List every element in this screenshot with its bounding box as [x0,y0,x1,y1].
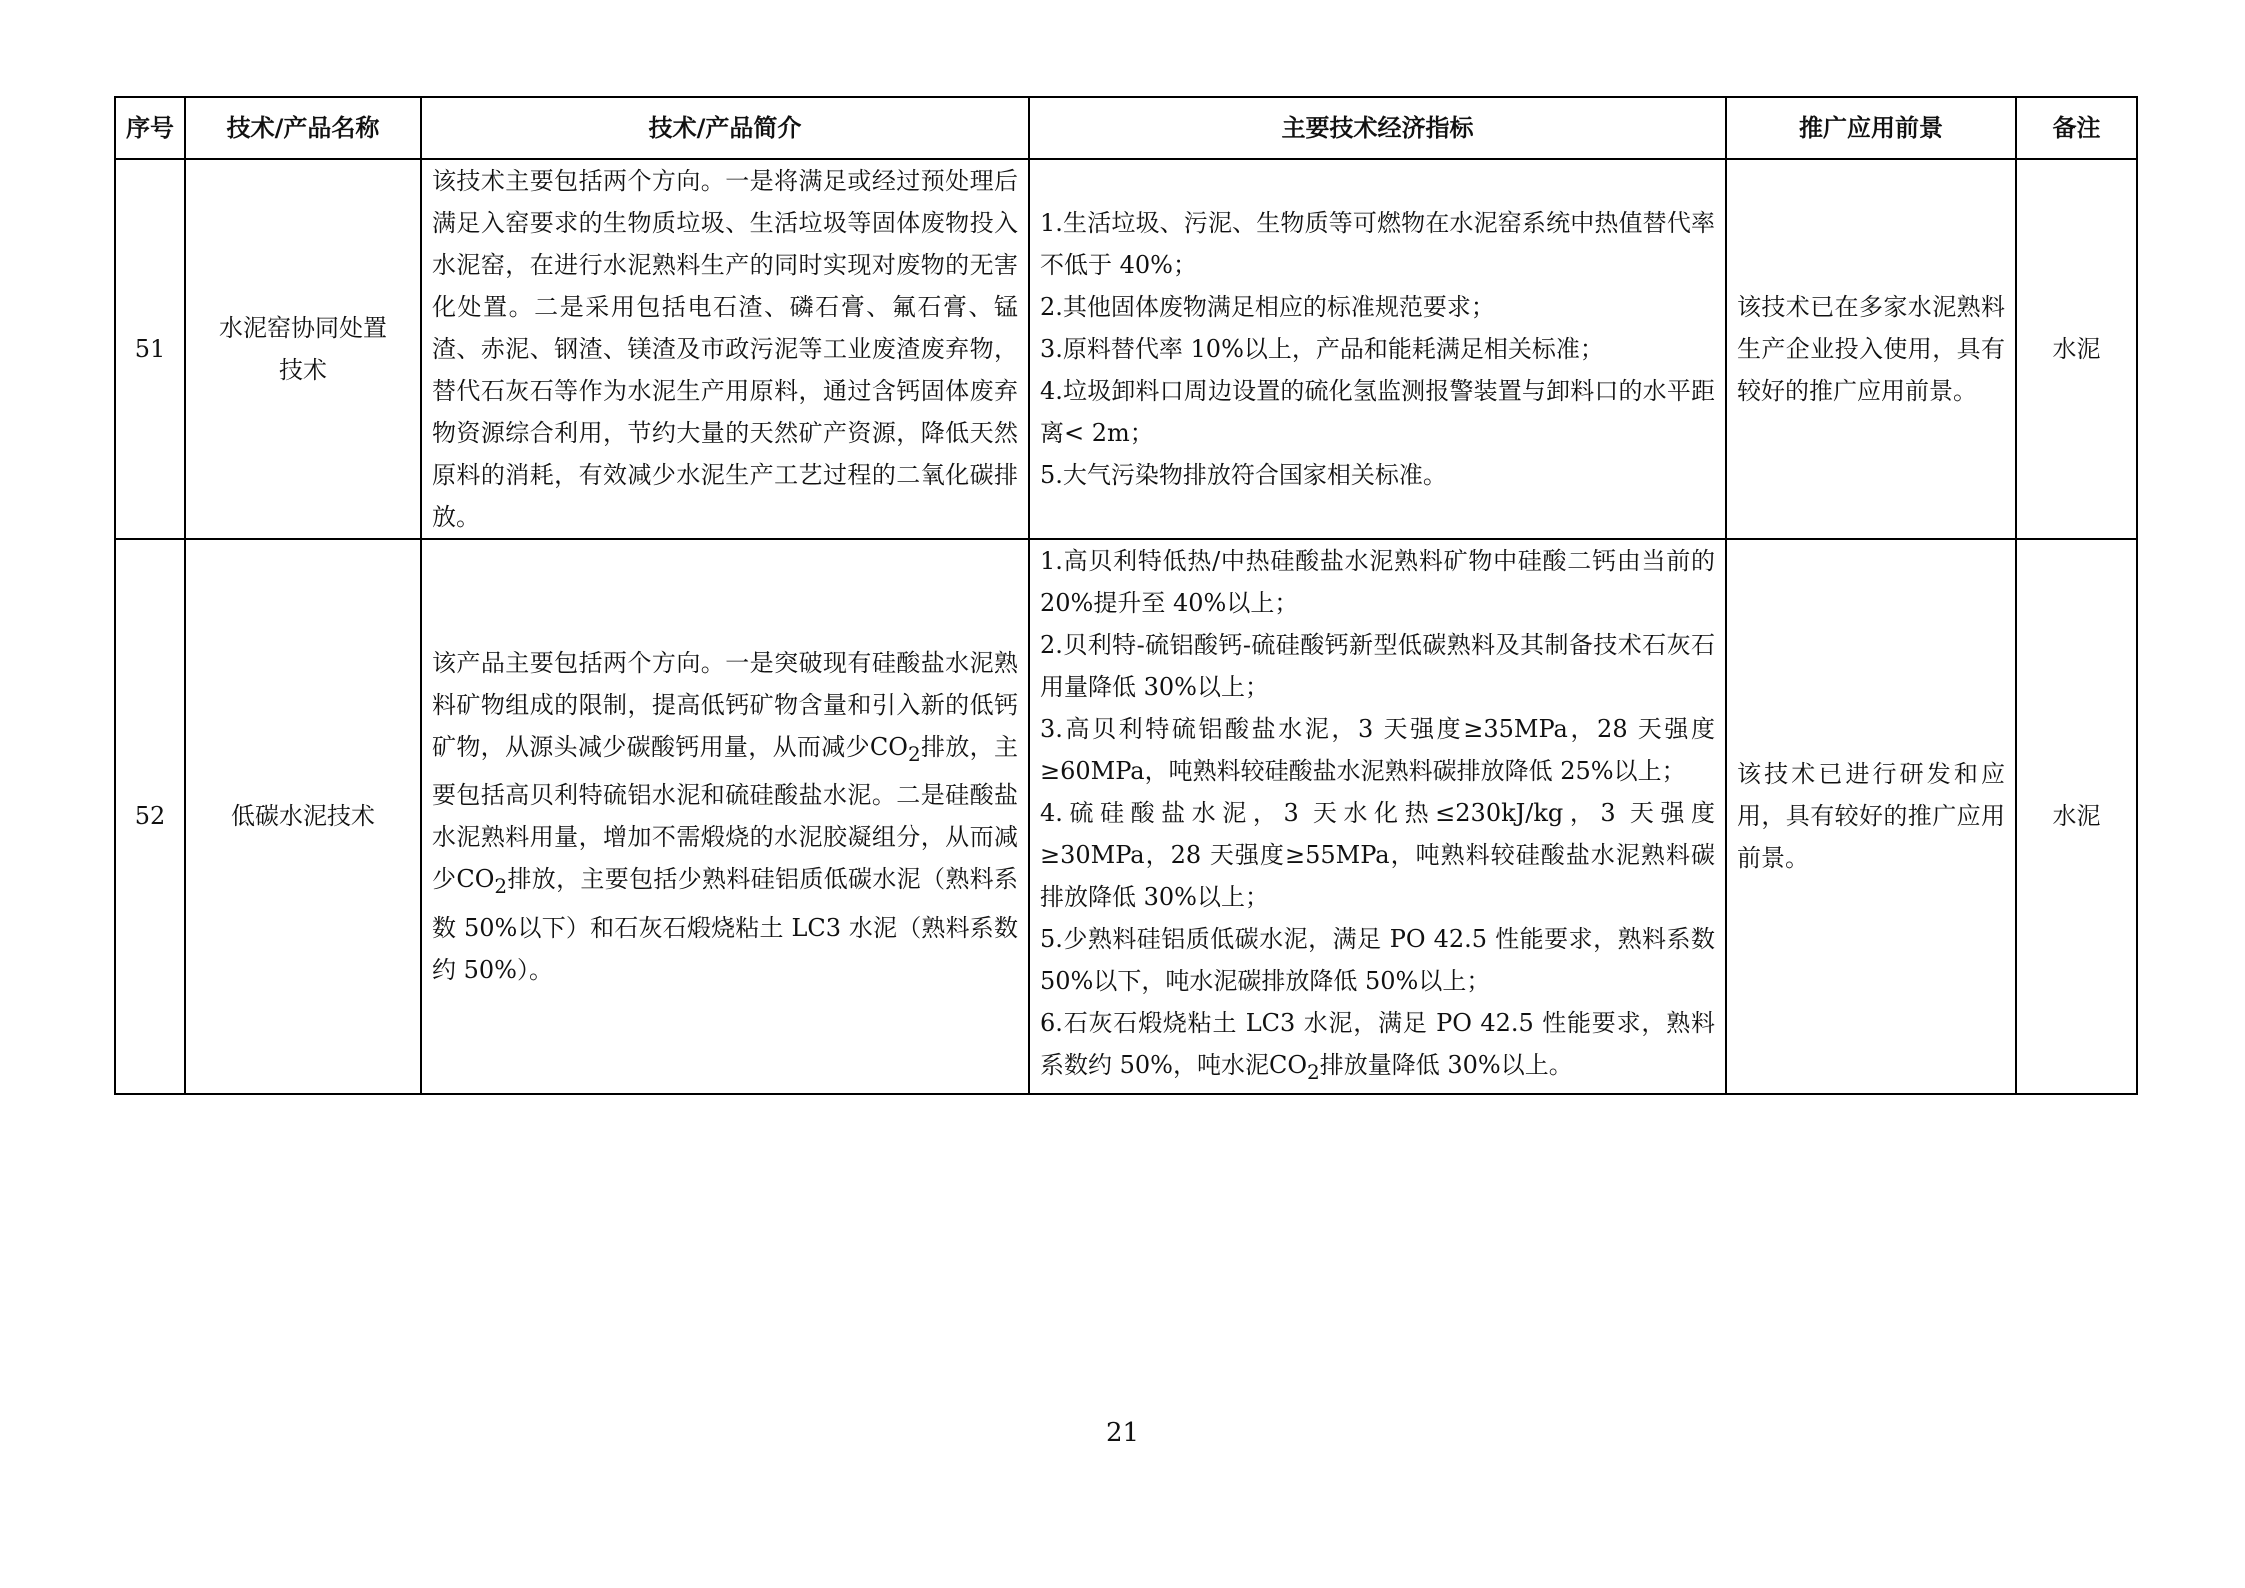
indicator-item: 5.大气污染物排放符合国家相关标准。 [1040,461,1447,489]
indicator-item: 3.原料替代率 10%以上，产品和能耗满足相关标准； [1040,335,1604,363]
row-name-line: 低碳水泥技术 [231,802,375,831]
row-name-line: 水泥窑协同处置 [219,314,387,342]
row-note: 水泥 [2016,539,2137,1094]
page-number: 21 [1105,1418,1140,1448]
row-intro: 该技术主要包括两个方向。一是将满足或经过预处理后满足入窑要求的生物质垃圾、生活垃圾等固体废物投入水泥窑，在进行水泥熟料生产的同时实现对废物的无害化处置。二是采用包括电石渣、磷石膏、氟石膏、锰渣、赤泥、钢渣、镁渣及市政污泥等工业废渣废弃物，替代石灰石等作为水泥生产用原料，通过含钙固体废弃物资源综合利用，节约大量的天然矿产资源，降低天然原料的消耗，有效减少水泥生产工艺过程的二氧化碳排放。 [421,159,1029,539]
header-indicators: 主要技术经济指标 [1029,97,1726,159]
indicator-item: 2.贝利特-硫铝酸钙-硫硅酸钙新型低碳熟料及其制备技术石灰石用量降低 30%以上； [1040,631,1715,701]
header-note: 备注 [2016,97,2137,159]
row-intro [421,539,1029,1094]
intro-text: 排放，主要包括高贝利特硫铝水泥和硫硅酸盐水泥。二是硅酸盐水泥熟料用量，增加不需煅烧的水泥胶凝组分，从而减少 [432,732,1018,894]
row-name [185,539,421,1094]
technology-table [114,96,2138,1095]
indicator-item: 3.高贝利特硫铝酸盐水泥，3 天强度≥35MPa，28 天强度≥60MPa，吨熟料较硅酸盐水泥熟料碳排放降低 25%以上； [1040,715,1715,785]
header-number: 序号 [115,97,185,159]
indicator-item: 2.其他固体废物满足相应的标准规范要求； [1040,293,1495,321]
table-row [115,539,2137,1094]
co2-formula: $CO_2$ [869,732,921,766]
indicator-item: 1.生活垃圾、污泥、生物质等可燃物在水泥窑系统中热值替代率不低于 40%； [1040,209,1715,279]
table-header-row [115,97,2137,159]
indicator-item: 5.少熟料硅铝质低碳水泥，满足 PO 42.5 性能要求，熟料系数 50%以下，吨水泥碳排放降低 50%以上； [1040,925,1715,995]
intro-text: 排放，主要包括少熟料硅铝质低碳水泥（熟料系数 50%以下）和石灰石煅烧粘土 LC3 水泥（熟料系数约 50%）。 [432,865,1018,985]
row-prospect: 该技术已在多家水泥熟料生产企业投入使用，具有较好的推广应用前景。 [1726,159,2016,539]
row-indicators [1029,539,1726,1094]
table-row [115,159,2137,539]
co2-formula: $CO_2$ [1268,1051,1320,1084]
indicator-item: 6.石灰石煅烧粘土 LC3 水泥，满足 PO 42.5 性能要求，熟料系数约 50%，吨水泥$CO_2$排放量降低 30%以上。 [1040,1009,1715,1084]
row-prospect: 该技术已进行研发和应用，具有较好的推广应用前景。 [1726,539,2016,1094]
indicator-item: 1.高贝利特低热/中热硅酸盐水泥熟料矿物中硅酸二钙由当前的 20%提升至 40%以上； [1040,547,1715,617]
row-indicators [1029,159,1726,539]
header-name: 技术/产品名称 [185,97,421,159]
co2-formula: $CO_2$ [456,865,508,899]
indicator-item: 4.垃圾卸料口周边设置的硫化氢监测报警装置与卸料口的水平距离< 2m； [1040,377,1715,447]
intro-text: 该产品主要包括两个方向。一是突破现有硅酸盐水泥熟料矿物组成的限制，提高低钙矿物含量和引入新的低钙矿物，从源头减少碳酸钙用量，从而减少 [432,648,1018,761]
row-number: 52 [115,539,185,1094]
row-name [185,159,421,539]
row-name-line: 技术 [279,356,327,384]
row-note: 水泥 [2016,159,2137,539]
header-intro: 技术/产品简介 [421,97,1029,159]
indicator-item: 4.硫硅酸盐水泥，3 天水化热≤230kJ/kg，3 天强度≥30MPa，28 天强度≥55MPa，吨熟料较硅酸盐水泥熟料碳排放降低 30%以上； [1040,799,1715,911]
row-number: 51 [115,159,185,539]
header-prospect: 推广应用前景 [1726,97,2016,159]
